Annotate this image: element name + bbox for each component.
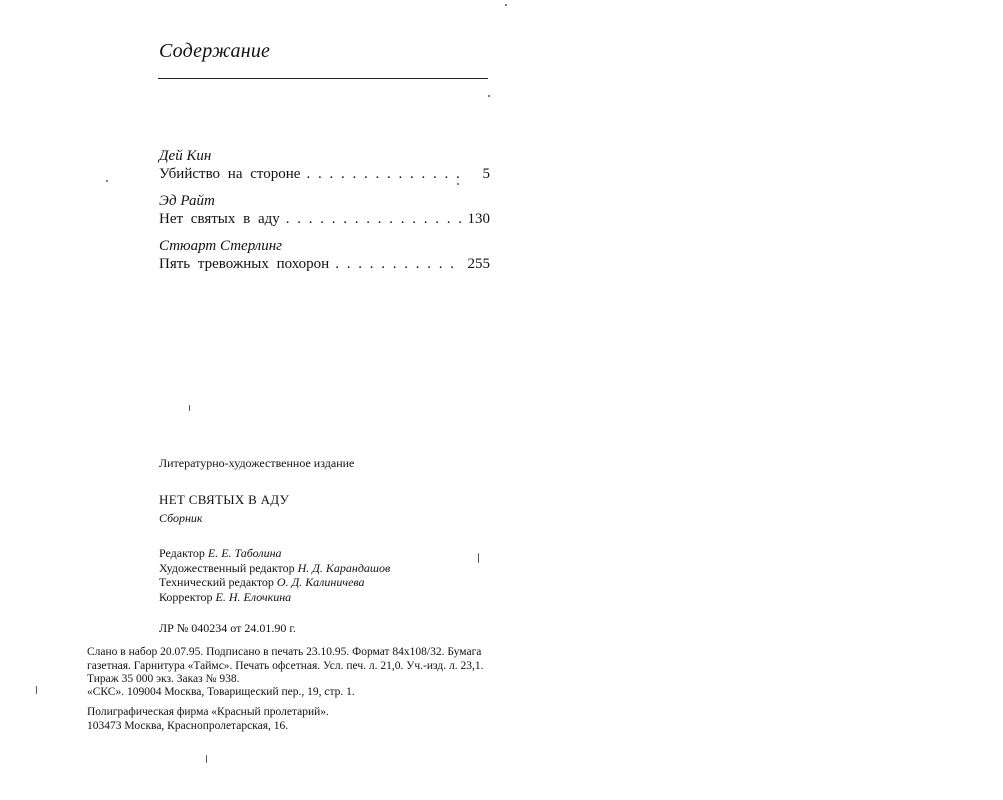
editorial-staff [159,546,499,604]
scan-speck [488,95,490,97]
book-title: НЕТ СВЯТЫХ В АДУ [159,492,290,507]
staff-role: Художественный редактор [159,560,295,575]
toc-page-number: 255 [467,256,490,272]
toc-leader-dots [335,255,461,273]
toc-author: Дей Кин [159,148,212,164]
print-specs-line: Слано в набор 20.07.95. Подписано в печать 23.10.95. Формат 84x108/32. Бумага [87,646,482,658]
scan-speck [478,553,479,563]
staff-row [159,575,499,590]
book-subtitle: Сборник [159,511,203,525]
toc-line [159,210,490,228]
printer-info [87,706,507,733]
toc-story-title: Пять тревожных похорон [159,256,330,272]
print-specs-line: газетная. Гарнитура «Таймс». Печать офсетная. Усл. печ. л. 21,0. Уч.-изд. л. 23,1. [87,659,484,672]
scan-speck [206,755,207,763]
scan-speck [457,183,459,185]
staff-row [159,561,499,576]
toc-list [159,147,490,282]
license-number: ЛР № 040234 от 24.01.90 г. [159,621,296,635]
staff-name: Н. Д. Карандашов [297,560,391,575]
scan-speck [189,405,190,411]
scan-speck [36,686,37,694]
toc-line [159,255,490,273]
staff-role: Технический редактор [159,575,274,589]
publisher-address: «СКС». 109004 Москва, Товарищеский пер., 19, стр. 1. [87,686,355,698]
toc-story-title: Убийство на стороне [159,166,301,182]
toc-leader-dots [306,165,462,183]
toc-title: Содержание [159,40,271,62]
toc-leader-dots [286,210,462,228]
staff-role: Редактор [159,546,205,560]
toc-entry [159,237,490,273]
toc-line [159,165,490,183]
toc-entry [159,147,490,183]
staff-row [159,590,499,605]
printer-line: Полиграфическая фирма «Красный пролетарий». [87,706,329,718]
toc-author: Эд Райт [159,193,215,209]
scan-speck [505,4,507,6]
printer-line: 103473 Москва, Краснопролетарская, 16. [87,719,289,732]
edition-genre: Литературно-художественное издание [159,456,355,470]
toc-divider [158,78,488,79]
staff-name: Е. Е. Таболина [207,546,282,560]
toc-page-number: 130 [467,211,490,227]
scan-speck [106,180,108,182]
toc-author: Стюарт Стерлинг [159,238,282,254]
toc-entry [159,192,490,228]
print-specs [87,646,507,687]
staff-row [159,546,499,561]
staff-name: Е. Н. Елочкина [215,589,292,604]
toc-page-number: 5 [482,166,490,182]
staff-name: О. Д. Калиничева [276,575,365,589]
print-specs-line: Тираж 35 000 экз. Заказ № 938. [87,673,240,685]
toc-story-title: Нет святых в аду [159,211,280,227]
staff-role: Корректор [159,589,213,604]
